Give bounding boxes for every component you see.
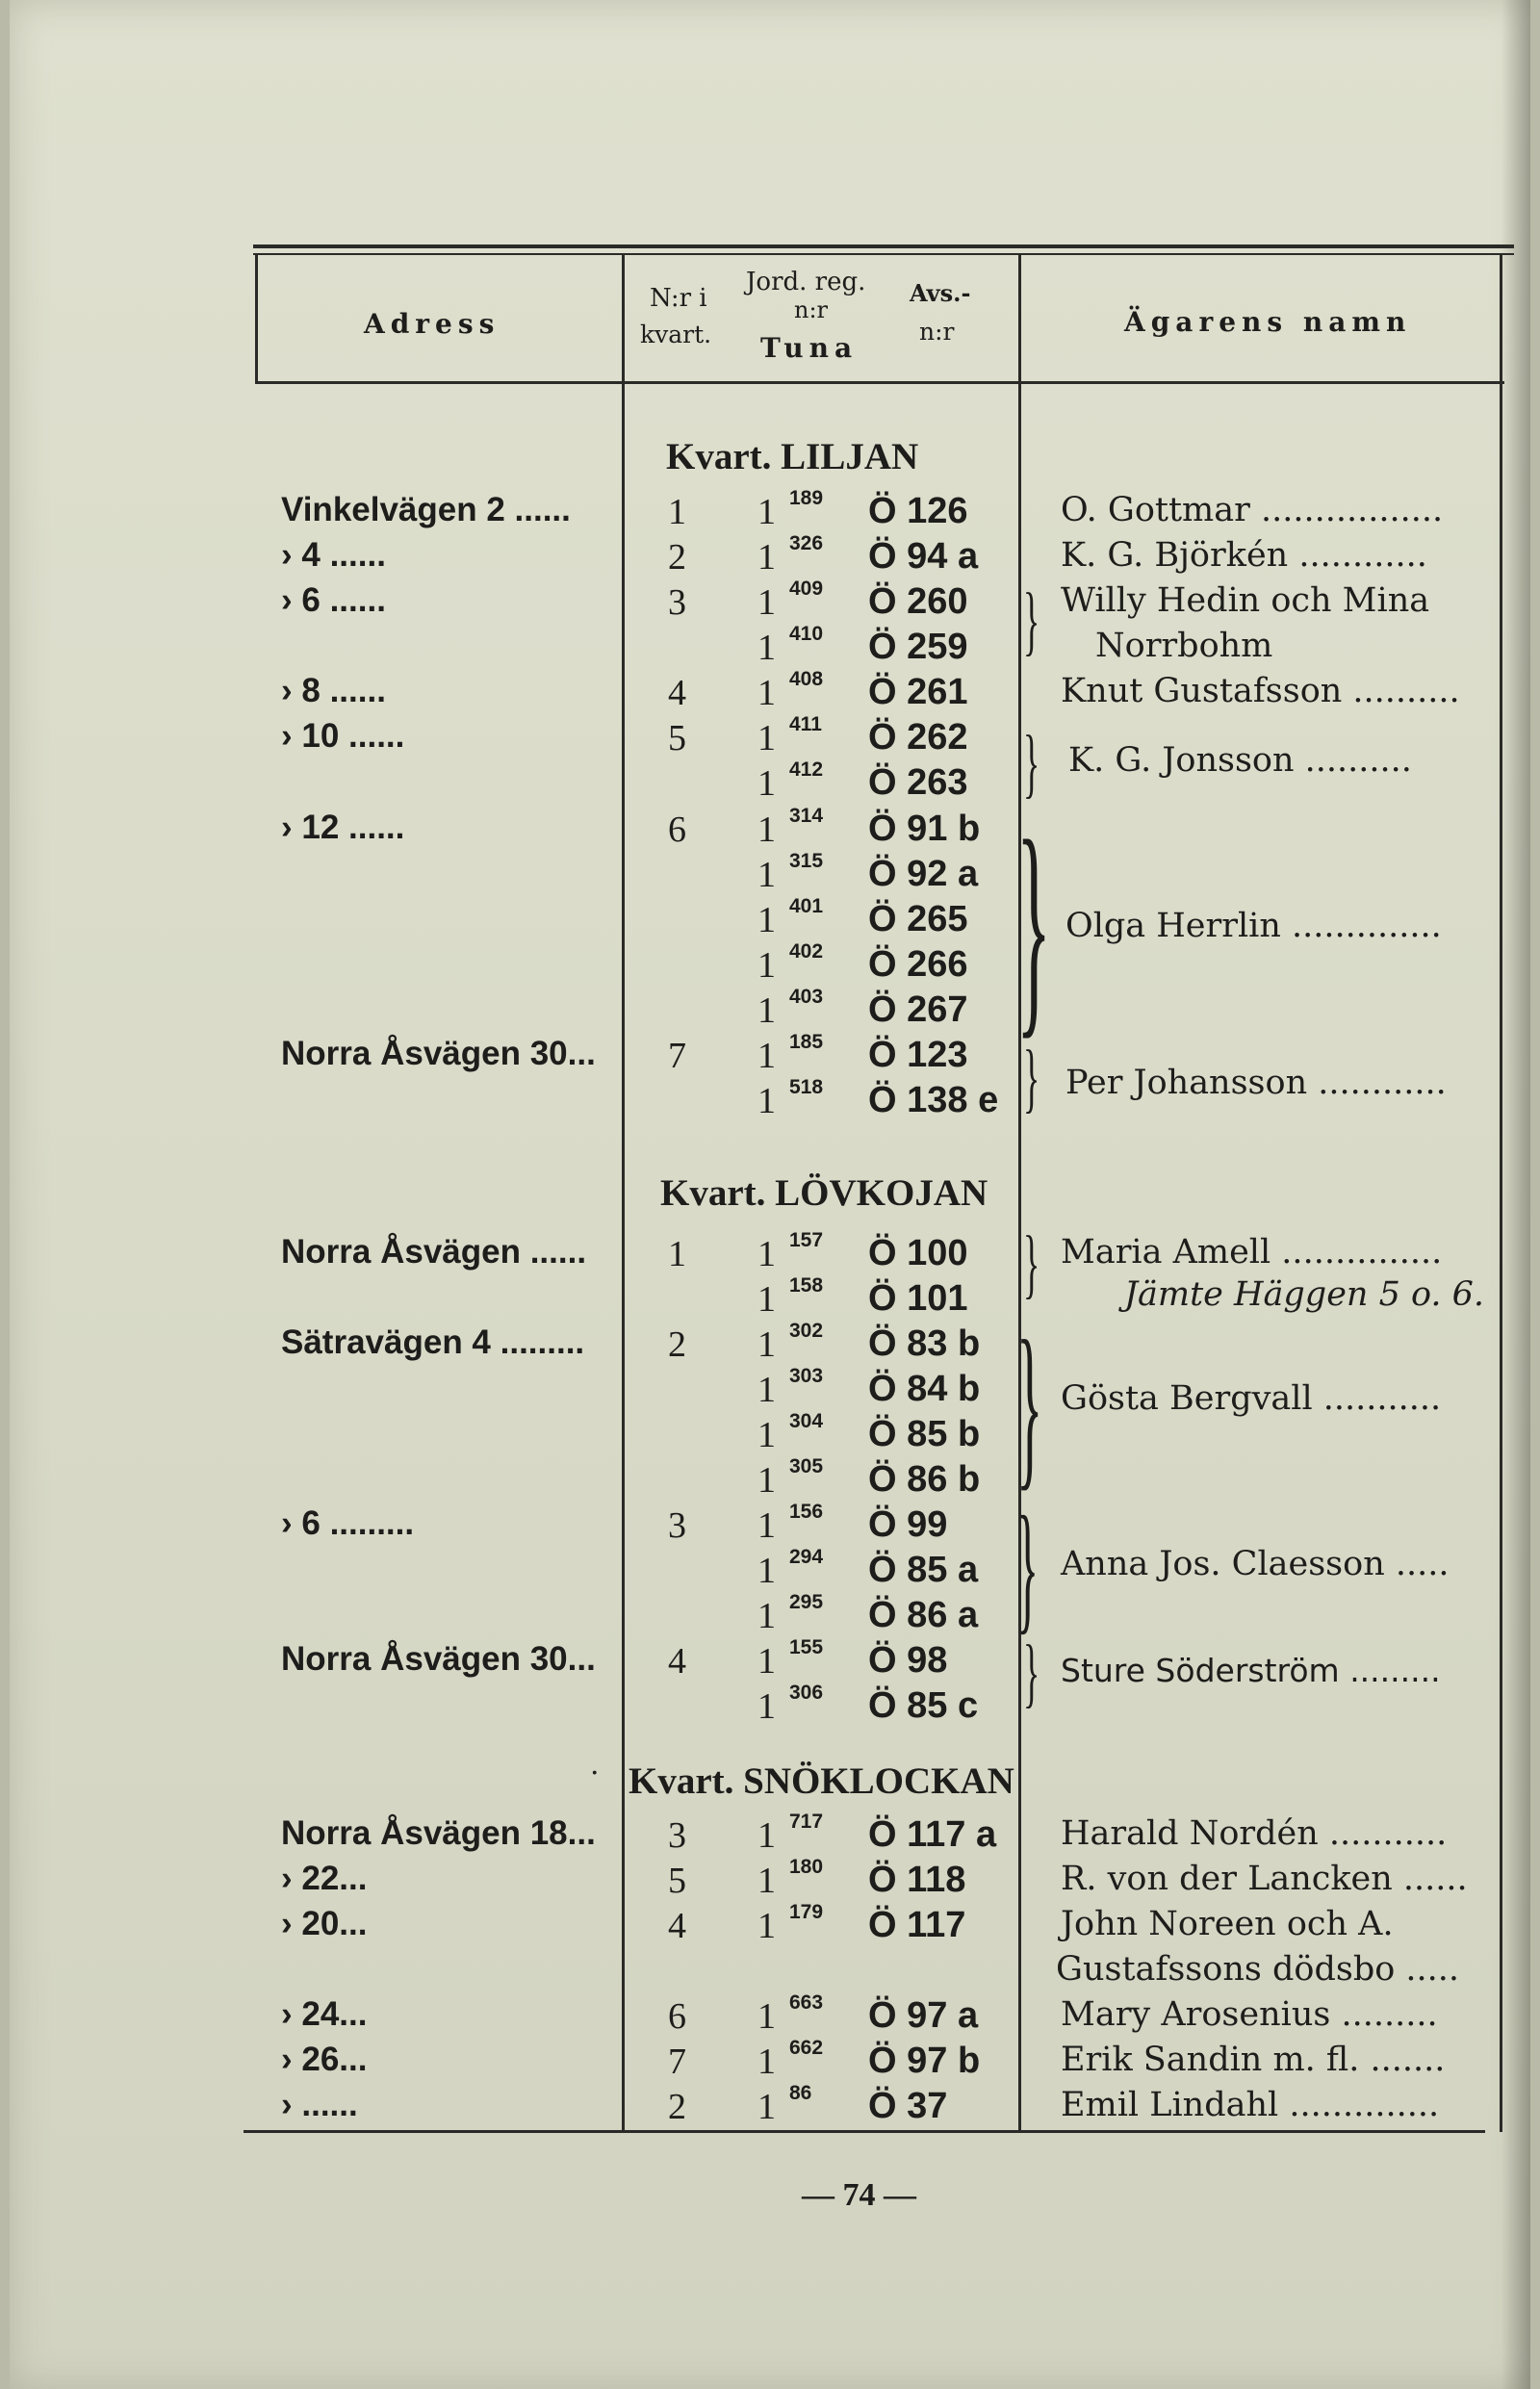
brace-soderstrom: } bbox=[1023, 1631, 1040, 1715]
row-avs-nr: Ö 85 b bbox=[868, 1414, 981, 1454]
col-line-left bbox=[255, 255, 258, 384]
header-owner: Ägarens namn bbox=[1124, 306, 1412, 338]
row-jord-sup: 717 bbox=[789, 1811, 824, 1833]
row-owner: Mary Arosenius ......... bbox=[1061, 1995, 1438, 2034]
row-owner: Gustafssons dödsbo ..... bbox=[1056, 1950, 1460, 1989]
row-address: › 22... bbox=[281, 1860, 368, 1897]
row-jord-sup: 180 bbox=[789, 1856, 824, 1878]
row-owner: John Noreen och A. bbox=[1061, 1905, 1394, 1943]
row-address: Norra Åsvägen 30... bbox=[281, 1640, 596, 1678]
row-address: › 8 ...... bbox=[281, 672, 386, 709]
row-kvart-nr: 3 bbox=[668, 1505, 686, 1546]
row-jord-nr: 1 bbox=[757, 990, 776, 1031]
header-jord-1: Jord. reg. bbox=[746, 268, 866, 296]
row-avs-nr: Ö 101 bbox=[868, 1278, 968, 1319]
top-rule-thin bbox=[253, 253, 1514, 255]
row-jord-sup: 156 bbox=[789, 1501, 824, 1523]
row-avs-nr: Ö 83 b bbox=[868, 1323, 981, 1364]
row-avs-nr: Ö 138 e bbox=[868, 1080, 999, 1120]
row-jord-nr: 1 bbox=[757, 1505, 776, 1546]
row-jord-nr: 1 bbox=[757, 1460, 776, 1501]
row-kvart-nr: 3 bbox=[668, 582, 686, 623]
owner-herrlin: Olga Herrlin .............. bbox=[1065, 907, 1442, 945]
row-address: Norra Åsvägen 30... bbox=[281, 1035, 596, 1072]
row-avs-nr: Ö 84 b bbox=[868, 1369, 981, 1409]
owner-johansson: Per Johansson ............ bbox=[1065, 1064, 1447, 1102]
row-jord-sup: 662 bbox=[789, 2037, 824, 2059]
row-jord-sup: 663 bbox=[789, 1991, 824, 2014]
row-address: › 10 ...... bbox=[281, 717, 405, 755]
row-jord-sup: 409 bbox=[789, 578, 824, 600]
row-address: Sätravägen 4 ......... bbox=[281, 1323, 585, 1361]
row-avs-nr: Ö 261 bbox=[868, 672, 968, 712]
row-jord-nr: 1 bbox=[757, 492, 776, 532]
row-kvart-nr: 1 bbox=[668, 492, 686, 532]
row-jord-nr: 1 bbox=[757, 1036, 776, 1076]
row-jord-sup: 315 bbox=[789, 850, 824, 872]
owner-claesson: Anna Jos. Claesson ..... bbox=[1061, 1545, 1450, 1583]
section-title-lovkojan: Kvart. LÖVKOJAN bbox=[660, 1172, 988, 1214]
row-jord-nr: 1 bbox=[757, 1686, 776, 1727]
row-jord-nr: 1 bbox=[757, 1551, 776, 1591]
row-jord-sup: 314 bbox=[789, 805, 824, 827]
row-avs-nr: Ö 97 b bbox=[868, 2041, 981, 2081]
row-jord-sup: 189 bbox=[789, 487, 824, 509]
brace-hedin: } bbox=[1023, 578, 1040, 663]
row-avs-nr: Ö 123 bbox=[868, 1035, 968, 1075]
header-nr-2: kvart. bbox=[640, 321, 712, 348]
row-jord-sup: 326 bbox=[789, 532, 824, 554]
book-page bbox=[10, 0, 1530, 2389]
row-avs-nr: Ö 260 bbox=[868, 581, 968, 622]
row-avs-nr: Ö 118 bbox=[868, 1860, 966, 1900]
row-owner: Harald Nordén ........... bbox=[1061, 1814, 1448, 1853]
header-address: Adress bbox=[364, 308, 500, 340]
row-avs-nr: Ö 126 bbox=[868, 491, 968, 531]
row-jord-sup: 295 bbox=[789, 1591, 824, 1613]
row-address: › 20... bbox=[281, 1905, 368, 1942]
row-jord-nr: 1 bbox=[757, 1596, 776, 1636]
row-jord-nr: 1 bbox=[757, 1906, 776, 1946]
row-avs-nr: Ö 37 bbox=[868, 2086, 948, 2126]
owner-jamte: Jämte Häggen 5 o. 6. bbox=[1124, 1275, 1485, 1314]
row-jord-nr: 1 bbox=[757, 2042, 776, 2082]
brace-amell: } bbox=[1023, 1221, 1040, 1306]
dot-marker: · bbox=[590, 1757, 600, 1790]
row-kvart-nr: 5 bbox=[668, 718, 686, 758]
brace-claesson: } bbox=[1016, 1487, 1040, 1647]
top-rule bbox=[253, 244, 1514, 248]
row-avs-nr: Ö 263 bbox=[868, 762, 968, 803]
row-avs-nr: Ö 92 a bbox=[868, 854, 979, 894]
row-kvart-nr: 2 bbox=[668, 1324, 686, 1365]
row-jord-nr: 1 bbox=[757, 763, 776, 804]
row-jord-nr: 1 bbox=[757, 2087, 776, 2127]
row-jord-sup: 304 bbox=[789, 1410, 824, 1432]
row-owner: Erik Sandin m. fl. ....... bbox=[1061, 2041, 1446, 2079]
row-kvart-nr: 4 bbox=[668, 1906, 686, 1946]
row-jord-sup: 294 bbox=[789, 1546, 824, 1568]
row-jord-nr: 1 bbox=[757, 1081, 776, 1121]
row-avs-nr: Ö 266 bbox=[868, 944, 968, 985]
row-jord-nr: 1 bbox=[757, 628, 776, 668]
row-jord-sup: 306 bbox=[789, 1682, 824, 1704]
owner-bergvall: Gösta Bergvall ........... bbox=[1061, 1379, 1442, 1418]
brace-herrlin: } bbox=[1016, 792, 1051, 1059]
row-jord-sup: 302 bbox=[789, 1320, 824, 1342]
row-address: Norra Åsvägen ...... bbox=[281, 1233, 587, 1271]
row-kvart-nr: 2 bbox=[668, 2087, 686, 2127]
row-avs-nr: Ö 262 bbox=[868, 717, 968, 758]
row-jord-sup: 411 bbox=[789, 713, 822, 735]
row-jord-nr: 1 bbox=[757, 537, 776, 578]
row-owner: Norrbohm bbox=[1095, 627, 1273, 665]
row-avs-nr: Ö 98 bbox=[868, 1640, 948, 1681]
row-avs-nr: Ö 86 b bbox=[868, 1459, 981, 1500]
row-owner: Willy Hedin och Mina bbox=[1061, 581, 1430, 620]
row-address: › 26... bbox=[281, 2041, 368, 2078]
header-avs-1: Avs.- bbox=[910, 279, 971, 307]
row-jord-sup: 185 bbox=[789, 1031, 824, 1053]
header-avs-2: n:r bbox=[919, 318, 955, 346]
row-jord-nr: 1 bbox=[757, 1641, 776, 1682]
row-jord-sup: 303 bbox=[789, 1365, 824, 1387]
row-jord-sup: 179 bbox=[789, 1901, 824, 1923]
row-jord-sup: 401 bbox=[789, 895, 824, 917]
row-jord-nr: 1 bbox=[757, 718, 776, 758]
row-kvart-nr: 5 bbox=[668, 1861, 686, 1901]
col-line-owner bbox=[1018, 255, 1021, 2132]
row-kvart-nr: 6 bbox=[668, 809, 686, 850]
row-jord-nr: 1 bbox=[757, 809, 776, 850]
row-jord-sup: 408 bbox=[789, 668, 824, 690]
bottom-rule bbox=[244, 2130, 1485, 2133]
row-kvart-nr: 6 bbox=[668, 1996, 686, 2037]
row-avs-nr: Ö 117 a bbox=[868, 1814, 997, 1855]
row-address: › 6 ......... bbox=[281, 1504, 415, 1542]
row-jord-nr: 1 bbox=[757, 673, 776, 713]
row-jord-nr: 1 bbox=[757, 1279, 776, 1320]
row-address: › 6 ...... bbox=[281, 581, 386, 619]
brace-bergvall: } bbox=[1016, 1304, 1043, 1506]
row-jord-nr: 1 bbox=[757, 855, 776, 895]
brace-johansson: } bbox=[1023, 1036, 1040, 1120]
row-jord-sup: 518 bbox=[789, 1076, 824, 1098]
row-jord-nr: 1 bbox=[757, 1370, 776, 1410]
page-number: — 74 — bbox=[802, 2177, 916, 2213]
row-owner: K. G. Björkén ............ bbox=[1061, 536, 1427, 575]
row-avs-nr: Ö 97 a bbox=[868, 1995, 979, 2036]
row-jord-sup: 155 bbox=[789, 1636, 824, 1658]
row-jord-nr: 1 bbox=[757, 900, 776, 940]
row-kvart-nr: 1 bbox=[668, 1234, 686, 1274]
row-jord-nr: 1 bbox=[757, 945, 776, 986]
section-title-liljan: Kvart. LILJAN bbox=[666, 436, 919, 477]
row-kvart-nr: 4 bbox=[668, 673, 686, 713]
row-jord-nr: 1 bbox=[757, 1996, 776, 2037]
row-jord-sup: 412 bbox=[789, 758, 824, 781]
row-jord-nr: 1 bbox=[757, 1861, 776, 1901]
row-address: › ...... bbox=[281, 2086, 358, 2123]
brace-jonsson: } bbox=[1023, 721, 1040, 806]
row-kvart-nr: 7 bbox=[668, 1036, 686, 1076]
row-jord-sup: 158 bbox=[789, 1274, 824, 1297]
row-jord-sup: 402 bbox=[789, 940, 824, 963]
row-address: › 12 ...... bbox=[281, 809, 405, 846]
row-avs-nr: Ö 265 bbox=[868, 899, 968, 939]
row-owner: O. Gottmar ................. bbox=[1061, 491, 1444, 529]
row-avs-nr: Ö 259 bbox=[868, 627, 968, 667]
row-avs-nr: Ö 94 a bbox=[868, 536, 979, 577]
row-address: › 24... bbox=[281, 1995, 368, 2033]
row-jord-nr: 1 bbox=[757, 1815, 776, 1856]
row-avs-nr: Ö 86 a bbox=[868, 1595, 979, 1635]
row-owner: R. von der Lancken ...... bbox=[1061, 1860, 1468, 1898]
header-jord-3: Tuna bbox=[760, 332, 859, 364]
row-avs-nr: Ö 117 bbox=[868, 1905, 966, 1945]
row-kvart-nr: 3 bbox=[668, 1815, 686, 1856]
row-jord-nr: 1 bbox=[757, 1415, 776, 1455]
page-edge-shadow bbox=[1502, 0, 1530, 2389]
row-jord-nr: 1 bbox=[757, 1324, 776, 1365]
row-jord-sup: 403 bbox=[789, 986, 824, 1008]
row-address: Norra Åsvägen 18... bbox=[281, 1814, 596, 1852]
row-avs-nr: Ö 100 bbox=[868, 1233, 968, 1273]
row-kvart-nr: 4 bbox=[668, 1641, 686, 1682]
row-jord-nr: 1 bbox=[757, 1234, 776, 1274]
row-jord-nr: 1 bbox=[757, 582, 776, 623]
header-nr-1: N:r i bbox=[650, 284, 707, 313]
row-avs-nr: Ö 99 bbox=[868, 1504, 948, 1545]
row-kvart-nr: 7 bbox=[668, 2042, 686, 2082]
row-owner: Knut Gustafsson .......... bbox=[1061, 672, 1460, 710]
col-line-address bbox=[622, 255, 625, 2132]
row-jord-sup: 86 bbox=[789, 2082, 812, 2104]
row-avs-nr: Ö 91 b bbox=[868, 809, 981, 849]
row-address: Vinkelvägen 2 ...... bbox=[281, 491, 571, 528]
row-owner: Emil Lindahl .............. bbox=[1061, 2086, 1440, 2124]
row-jord-sup: 157 bbox=[789, 1229, 824, 1251]
row-jord-sup: 305 bbox=[789, 1455, 824, 1477]
header-rule bbox=[258, 381, 1504, 384]
row-avs-nr: Ö 85 c bbox=[868, 1685, 979, 1726]
row-jord-sup: 410 bbox=[789, 623, 824, 645]
row-kvart-nr: 2 bbox=[668, 537, 686, 578]
row-owner: Maria Amell ............... bbox=[1061, 1233, 1443, 1272]
owner-jonsson: K. G. Jonsson .......... bbox=[1068, 741, 1412, 780]
header-jord-2: n:r bbox=[794, 296, 829, 323]
owner-soderstrom: Sture Söderström ......... bbox=[1061, 1652, 1441, 1689]
row-avs-nr: Ö 267 bbox=[868, 989, 968, 1030]
section-title-snoklockan: Kvart. SNÖKLOCKAN bbox=[629, 1760, 1014, 1802]
row-address: › 4 ...... bbox=[281, 536, 386, 574]
row-avs-nr: Ö 85 a bbox=[868, 1550, 979, 1590]
